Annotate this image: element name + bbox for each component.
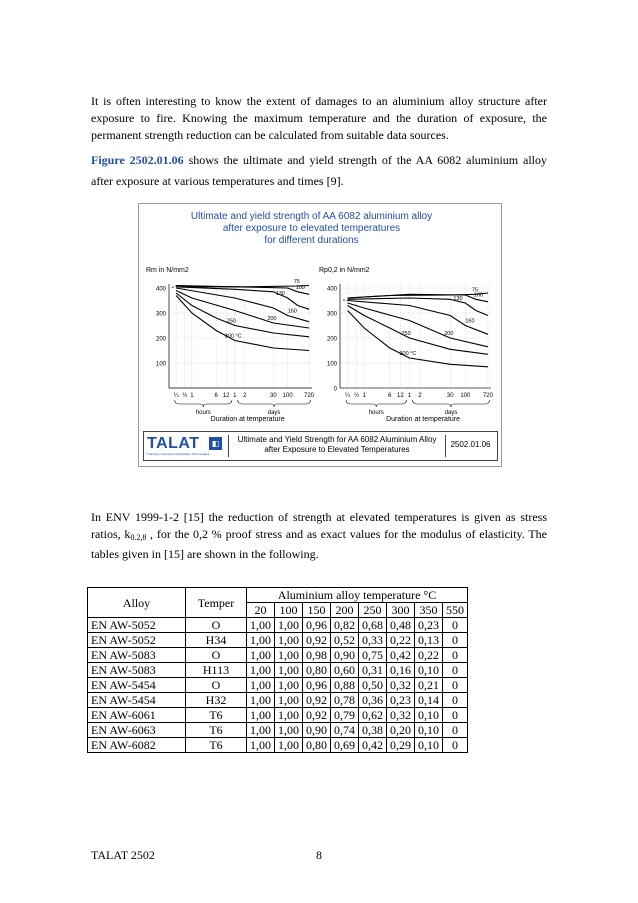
series-line-160 bbox=[176, 288, 309, 322]
page-number: 8 bbox=[316, 848, 322, 862]
series-label: 130 bbox=[453, 296, 463, 302]
cell-ratio: 1,00 bbox=[247, 738, 275, 753]
hours-brace bbox=[346, 400, 406, 407]
cell-ratio: 0,96 bbox=[303, 618, 331, 633]
document-footer-title: TALAT 2502 bbox=[91, 848, 155, 862]
x-tick-label: ½ bbox=[182, 393, 188, 399]
cell-ratio: 1,00 bbox=[275, 618, 303, 633]
table-row bbox=[88, 648, 468, 663]
cell-ratio: 0,90 bbox=[331, 648, 359, 663]
cell-ratio: 0 bbox=[443, 693, 468, 708]
x-tick-label: ¼ bbox=[345, 393, 351, 399]
x-tick-label: 12 bbox=[397, 393, 404, 399]
cell-ratio: 0,31 bbox=[359, 663, 387, 678]
cell-alloy: EN AW-5083 bbox=[88, 663, 186, 678]
cell-ratio: 1,00 bbox=[247, 618, 275, 633]
cell-ratio: 0,13 bbox=[415, 633, 443, 648]
y-tick-label: 100 bbox=[155, 361, 166, 368]
cell-ratio: 0,20 bbox=[387, 723, 415, 738]
cell-ratio: 0,68 bbox=[359, 618, 387, 633]
x-tick-label: 100 bbox=[282, 393, 293, 399]
series-label: 250 bbox=[401, 331, 411, 337]
figure-footer bbox=[143, 431, 498, 461]
cell-ratio: 0 bbox=[443, 633, 468, 648]
k-subscript: 0.2,θ bbox=[130, 533, 147, 542]
y-tick-label: 200 bbox=[155, 336, 166, 343]
cell-ratio: 0,52 bbox=[331, 633, 359, 648]
table-row bbox=[88, 633, 468, 648]
cell-ratio: 0,88 bbox=[331, 678, 359, 693]
figure-title-line-3: for different durations bbox=[264, 235, 359, 246]
x-tick-label: 720 bbox=[482, 393, 493, 399]
x-group-label-days: days bbox=[444, 410, 458, 416]
header-alloy: Alloy bbox=[88, 588, 186, 618]
table-row bbox=[88, 678, 468, 693]
x-tick-label: 30 bbox=[446, 393, 454, 399]
intro-paragraph: It is often interesting to know the extent of damages to an aluminium alloy structure after exposure to fire. Knowing the maximum temperature and the duration of exposure, the permanent strength reduction can be calculated from suitable data sources. bbox=[91, 94, 547, 142]
cell-ratio: 0,10 bbox=[415, 738, 443, 753]
y-tick-label: 400 bbox=[155, 286, 166, 293]
y-tick-label: 0 bbox=[333, 386, 337, 393]
series-line-130 bbox=[176, 284, 309, 310]
figure-caption-line-1: Ultimate and Yield Strength for AA 6082 Aluminium Alloy bbox=[237, 435, 437, 444]
series-label: 75 bbox=[293, 279, 300, 285]
cell-alloy: EN AW-5083 bbox=[88, 648, 186, 663]
x-tick-label: 1 bbox=[407, 393, 412, 399]
header-temp-250: 250 bbox=[359, 603, 387, 618]
cell-ratio: 0,16 bbox=[387, 663, 415, 678]
cell-ratio: 0 bbox=[443, 708, 468, 723]
cell-ratio: 0,62 bbox=[359, 708, 387, 723]
header-temp-550: 550 bbox=[443, 603, 468, 618]
series-label: 130 bbox=[275, 291, 285, 297]
series-line-300C bbox=[176, 296, 309, 351]
cell-ratio: 1,00 bbox=[247, 723, 275, 738]
cell-ratio: 0,23 bbox=[415, 618, 443, 633]
y-tick-label: 100 bbox=[326, 361, 337, 368]
cell-temper: H34 bbox=[186, 633, 247, 648]
series-label: 100 bbox=[473, 292, 484, 299]
table-header-row bbox=[88, 588, 468, 603]
table-row bbox=[88, 708, 468, 723]
cell-ratio: 0,80 bbox=[303, 663, 331, 678]
x-group-label-hours: hours bbox=[368, 410, 384, 416]
figure-description-text: shows the ultimate and yield strength of the AA 6082 aluminium alloy after exposure at various temperatures and times [9]. bbox=[91, 153, 547, 188]
cell-alloy: EN AW-6061 bbox=[88, 708, 186, 723]
cell-temper: O bbox=[186, 618, 247, 633]
cell-ratio: 0,96 bbox=[303, 678, 331, 693]
days-brace bbox=[412, 400, 489, 407]
x-tick-label: 12 bbox=[222, 393, 230, 399]
talat-logo-mark-icon: ◧ bbox=[209, 437, 222, 450]
y-tick-label: 400 bbox=[326, 286, 337, 293]
cell-ratio: 0,92 bbox=[303, 633, 331, 648]
figure-title-line-2: after exposure to elevated temperatures bbox=[222, 223, 401, 234]
y-axis-label: Rp0,2 in N/mm2 bbox=[319, 267, 370, 274]
series-label: 75 bbox=[471, 287, 479, 294]
days-brace bbox=[238, 400, 311, 407]
header-temperature-group: Aluminium alloy temperature °C bbox=[247, 588, 468, 603]
x-tick-label: ¼ bbox=[173, 393, 179, 399]
cell-ratio: 0,10 bbox=[415, 663, 443, 678]
header-temp-20: 20 bbox=[247, 603, 275, 618]
figure-description-paragraph bbox=[91, 150, 547, 192]
cell-ratio: 0,42 bbox=[359, 738, 387, 753]
table-body bbox=[88, 618, 468, 753]
series-label: 250 bbox=[226, 318, 236, 325]
x-group-label-hours: hours bbox=[195, 410, 211, 416]
initial-drop-dashed-line bbox=[343, 300, 349, 301]
cell-alloy: EN AW-5454 bbox=[88, 693, 186, 708]
header-temp-100: 100 bbox=[275, 603, 303, 618]
cell-ratio: 0,10 bbox=[415, 723, 443, 738]
cell-ratio: 0,78 bbox=[331, 693, 359, 708]
cell-temper: T6 bbox=[186, 738, 247, 753]
header-temp-200: 200 bbox=[331, 603, 359, 618]
cell-ratio: 0 bbox=[443, 678, 468, 693]
talat-logo-word: TALAT bbox=[147, 435, 200, 452]
x-tick-label: 2 bbox=[243, 393, 247, 399]
cell-ratio: 0,29 bbox=[387, 738, 415, 753]
x-tick-label: 30 bbox=[270, 393, 277, 399]
table-row bbox=[88, 663, 468, 678]
table-row bbox=[88, 693, 468, 708]
cell-ratio: 0,48 bbox=[387, 618, 415, 633]
cell-ratio: 0,98 bbox=[303, 648, 331, 663]
figure-caption-line-2: after Exposure to Elevated Temperatures bbox=[264, 445, 410, 454]
env-paragraph-text-b: , for the 0,2 % proof stress and as exact values for the modulus of elasticity. The tables given in [15] are shown in the following. bbox=[91, 527, 547, 561]
y-tick-label: 300 bbox=[326, 311, 337, 318]
cell-ratio: 0,23 bbox=[387, 693, 415, 708]
series-label: 160 bbox=[465, 318, 475, 325]
header-temper: Temper bbox=[186, 588, 247, 618]
cell-ratio: 0,60 bbox=[331, 663, 359, 678]
cell-ratio: 1,00 bbox=[247, 663, 275, 678]
x-group-label-days: days bbox=[267, 410, 281, 416]
cell-ratio: 0 bbox=[443, 648, 468, 663]
y-axis-label: Rm in N/mm2 bbox=[146, 267, 189, 274]
cell-ratio: 0,92 bbox=[303, 708, 331, 723]
cell-temper: H113 bbox=[186, 663, 247, 678]
series-label: 300 °C bbox=[399, 351, 417, 357]
series-label: 200 bbox=[444, 331, 454, 337]
cell-ratio: 0,92 bbox=[303, 693, 331, 708]
cell-ratio: 0,38 bbox=[359, 723, 387, 738]
header-temp-150: 150 bbox=[303, 603, 331, 618]
series-label: 200 bbox=[267, 316, 277, 322]
cell-ratio: 1,00 bbox=[275, 678, 303, 693]
cell-ratio: 0,10 bbox=[415, 708, 443, 723]
cell-ratio: 1,00 bbox=[275, 738, 303, 753]
cell-ratio: 0,90 bbox=[303, 723, 331, 738]
figure-reference-link[interactable]: Figure 2502.01.06 bbox=[91, 153, 184, 167]
figure-caption bbox=[228, 435, 446, 457]
cell-ratio: 0 bbox=[443, 738, 468, 753]
cell-ratio: 0,21 bbox=[415, 678, 443, 693]
cell-ratio: 1,00 bbox=[247, 633, 275, 648]
table-row bbox=[88, 618, 468, 633]
cell-ratio: 0,82 bbox=[331, 618, 359, 633]
cell-ratio: 0 bbox=[443, 618, 468, 633]
cell-ratio: 0,79 bbox=[331, 708, 359, 723]
series-label: 100 bbox=[295, 284, 305, 291]
x-tick-label: 1 bbox=[233, 393, 237, 399]
cell-ratio: 0,33 bbox=[359, 633, 387, 648]
cell-ratio: 1,00 bbox=[275, 648, 303, 663]
cell-ratio: 0,75 bbox=[359, 648, 387, 663]
y-tick-label: 200 bbox=[326, 336, 337, 343]
cell-ratio: 0,32 bbox=[387, 678, 415, 693]
x-axis-label: Duration at temperature bbox=[210, 416, 285, 423]
x-tick-label: 1 bbox=[362, 393, 366, 399]
stress-ratio-table bbox=[87, 587, 468, 753]
cell-ratio: 1,00 bbox=[247, 693, 275, 708]
cell-ratio: 1,00 bbox=[275, 723, 303, 738]
cell-alloy: EN AW-5052 bbox=[88, 618, 186, 633]
cell-ratio: 0,14 bbox=[415, 693, 443, 708]
cell-temper: O bbox=[186, 648, 247, 663]
env-paragraph-text-a: In ENV 1999-1-2 [15] the reduction of strength at elevated temperatures is given as stress ratios, k bbox=[91, 510, 547, 541]
header-temp-300: 300 bbox=[387, 603, 415, 618]
cell-alloy: EN AW-5052 bbox=[88, 633, 186, 648]
cell-ratio: 0,22 bbox=[387, 633, 415, 648]
x-tick-label: 1 bbox=[190, 393, 194, 399]
strength-figure bbox=[138, 203, 502, 467]
x-tick-label: 6 bbox=[388, 393, 392, 399]
env-paragraph bbox=[91, 509, 547, 563]
cell-ratio: 1,00 bbox=[247, 678, 275, 693]
x-axis-label: Duration at temperature bbox=[386, 416, 461, 423]
cell-alloy: EN AW-6082 bbox=[88, 738, 186, 753]
cell-alloy: EN AW-6063 bbox=[88, 723, 186, 738]
x-tick-label: 6 bbox=[214, 393, 218, 399]
x-tick-label: ½ bbox=[354, 393, 360, 399]
cell-ratio: 1,00 bbox=[275, 663, 303, 678]
table-row bbox=[88, 738, 468, 753]
cell-ratio: 0,80 bbox=[303, 738, 331, 753]
cell-ratio: 0,22 bbox=[415, 648, 443, 663]
hours-brace bbox=[175, 400, 232, 407]
cell-ratio: 1,00 bbox=[275, 633, 303, 648]
cell-ratio: 1,00 bbox=[275, 708, 303, 723]
x-tick-label: 720 bbox=[304, 393, 315, 399]
cell-temper: H32 bbox=[186, 693, 247, 708]
cell-ratio: 0,69 bbox=[331, 738, 359, 753]
figure-title-line-1: Ultimate and yield strength of AA 6082 aluminium alloy bbox=[190, 211, 433, 222]
cell-ratio: 0,36 bbox=[359, 693, 387, 708]
x-tick-label: 2 bbox=[418, 393, 422, 399]
cell-ratio: 0,42 bbox=[387, 648, 415, 663]
cell-ratio: 0,74 bbox=[331, 723, 359, 738]
talat-logo bbox=[147, 435, 224, 457]
cell-ratio: 0,50 bbox=[359, 678, 387, 693]
figure-title bbox=[139, 211, 484, 247]
cell-ratio: 1,00 bbox=[247, 648, 275, 663]
series-label: 160 bbox=[287, 308, 297, 315]
header-temp-350: 350 bbox=[415, 603, 443, 618]
cell-temper: T6 bbox=[186, 708, 247, 723]
cell-ratio: 0 bbox=[443, 723, 468, 738]
cell-alloy: EN AW-5454 bbox=[88, 678, 186, 693]
x-tick-label: 100 bbox=[460, 393, 471, 399]
cell-ratio: 1,00 bbox=[275, 693, 303, 708]
cell-ratio: 0,32 bbox=[387, 708, 415, 723]
table-row bbox=[88, 723, 468, 738]
talat-logo-tagline: Training in Aluminium Application Technologies bbox=[147, 452, 210, 456]
figure-code: 2502.01.06 bbox=[450, 440, 491, 449]
cell-temper: O bbox=[186, 678, 247, 693]
series-label: 300 °C bbox=[224, 333, 242, 340]
cell-ratio: 0 bbox=[443, 663, 468, 678]
cell-temper: T6 bbox=[186, 723, 247, 738]
y-tick-label: 300 bbox=[155, 311, 166, 318]
cell-ratio: 1,00 bbox=[247, 708, 275, 723]
